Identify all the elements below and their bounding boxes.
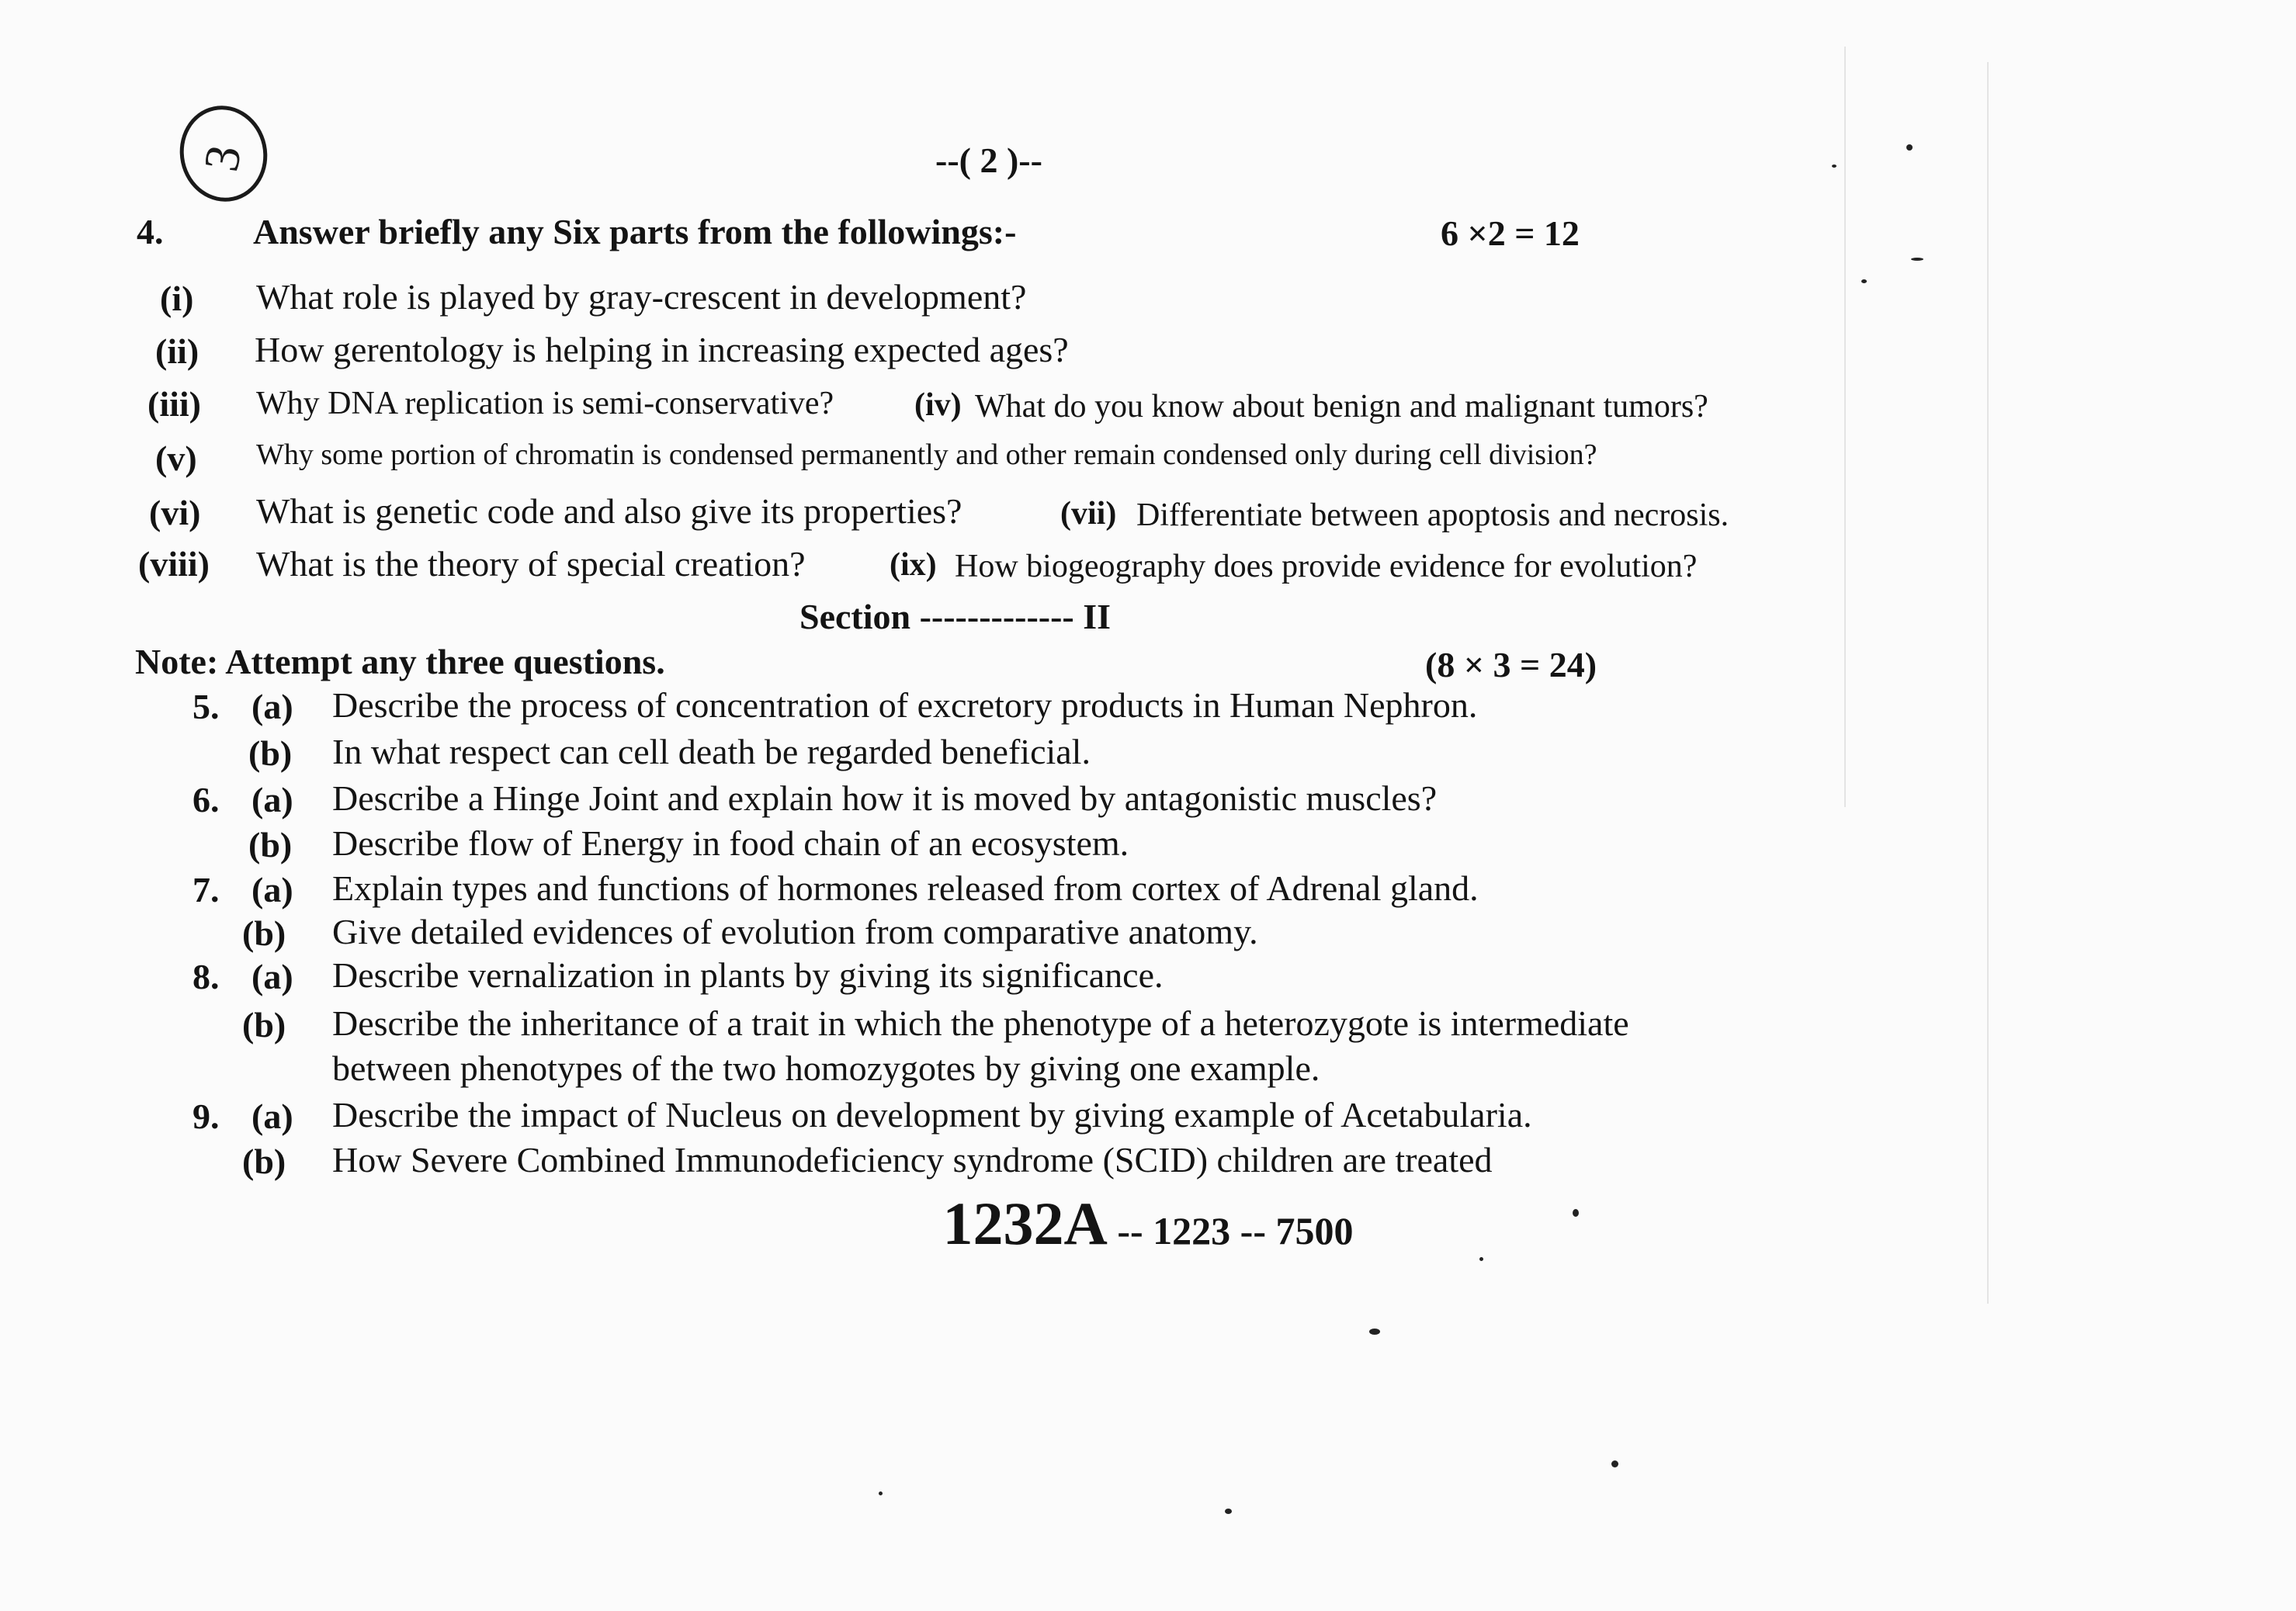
question-part-text: Describe the process of concentration of excretory products in Human Nephron. [332, 685, 1478, 725]
question-part-label: (b) [242, 913, 286, 953]
question-part-text: Describe the impact of Nucleus on development by giving example of Acetabularia. [332, 1095, 1532, 1135]
paper-code-number: 7500 [1275, 1209, 1354, 1252]
paper-code-number: 1223 [1153, 1209, 1231, 1252]
q4-part-label: (v) [155, 438, 197, 478]
question-part-text: Explain types and functions of hormones released from cortex of Adrenal gland. [332, 868, 1479, 908]
q4-part-label: (iii) [147, 384, 201, 424]
scan-speck [1479, 1257, 1483, 1261]
q4-part-text: How biogeography does provide evidence for evolution? [955, 549, 1698, 584]
question-part-text: Describe the inheritance of a trait in which the phenotype of a heterozygote is intermediate [332, 1003, 1629, 1043]
question-part-text: In what respect can cell death be regarded beneficial. [332, 732, 1091, 771]
q4-part-text: What is the theory of special creation? [256, 544, 806, 584]
q4-part-text: Differentiate between apoptosis and necrosis. [1136, 497, 1729, 533]
question-number: 5. [192, 687, 220, 726]
note-text: Note: Attempt any three questions. [135, 642, 665, 681]
scan-speck [879, 1491, 883, 1495]
question-part-text: Give detailed evidences of evolution from comparative anatomy. [332, 912, 1258, 951]
question-part-label: (b) [242, 1005, 286, 1045]
scan-speck [1369, 1329, 1380, 1335]
question-part-label: (a) [251, 870, 293, 909]
paper-code-main: 1232A [942, 1190, 1108, 1257]
section-heading: Section ------------- II [799, 597, 1112, 636]
scan-speck [1225, 1509, 1232, 1514]
q4-marks: 6 ×2 = 12 [1441, 213, 1580, 253]
handwritten-mark: 3 [192, 140, 252, 175]
question-number: 7. [192, 870, 220, 909]
question-part-label: (b) [248, 733, 293, 773]
question-part-label: (a) [251, 1097, 293, 1136]
scan-speck [1906, 144, 1913, 151]
q4-part-label: (vi) [149, 493, 201, 532]
question-number: 8. [192, 957, 220, 996]
q4-number: 4. [137, 212, 164, 251]
q4-part-label: (vii) [1060, 496, 1117, 532]
scan-speck [1861, 279, 1867, 283]
paper-code-separator: -- [1230, 1209, 1276, 1252]
q4-part-label: (viii) [138, 544, 210, 584]
q4-part-label: (ix) [890, 547, 937, 583]
scan-speck [1832, 165, 1836, 168]
question-number: 6. [192, 780, 220, 819]
note-marks: (8 × 3 = 24) [1425, 645, 1597, 684]
q4-part-text: Why DNA replication is semi-conservative? [256, 386, 834, 421]
question-part-label: (a) [251, 957, 293, 996]
question-part-label: (a) [251, 780, 293, 819]
paper-code-separator: -- [1107, 1209, 1153, 1252]
q4-part-label: (i) [160, 279, 194, 318]
q4-part-text: What role is played by gray-crescent in development? [256, 277, 1027, 317]
q4-heading: Answer briefly any Six parts from the followings:- [253, 212, 1017, 251]
question-part-text: How Severe Combined Immunodeficiency syndrome (SCID) children are treated [332, 1140, 1493, 1180]
q4-part-label: (ii) [155, 331, 199, 371]
page-number: --( 2 )-- [935, 140, 1042, 180]
scan-edge-line [1987, 62, 1989, 1304]
question-part-label: (a) [251, 687, 293, 726]
question-number: 9. [192, 1097, 220, 1136]
q4-part-text: Why some portion of chromatin is condensed permanently and other remain condensed only during cell division? [256, 438, 1597, 471]
paper-code [0, 1189, 2296, 1259]
question-part-text: Describe flow of Energy in food chain of an ecosystem. [332, 823, 1129, 863]
question-part-text: Describe a Hinge Joint and explain how it is moved by antagonistic muscles? [332, 778, 1438, 818]
question-part-label: (b) [242, 1142, 286, 1181]
scan-speck [1573, 1209, 1579, 1217]
q4-part-label: (iv) [914, 387, 962, 423]
question-part-text-continued: between phenotypes of the two homozygotes by giving one example. [332, 1048, 1320, 1088]
scan-speck [1911, 258, 1923, 261]
q4-part-text: What do you know about benign and malignant tumors? [975, 389, 1708, 424]
scan-speck [1611, 1460, 1618, 1467]
question-part-text: Describe vernalization in plants by giving its significance. [332, 955, 1164, 995]
question-part-label: (b) [248, 825, 293, 864]
q4-part-text: How gerentology is helping in increasing expected ages? [255, 330, 1069, 369]
q4-part-text: What is genetic code and also give its properties? [256, 491, 962, 531]
